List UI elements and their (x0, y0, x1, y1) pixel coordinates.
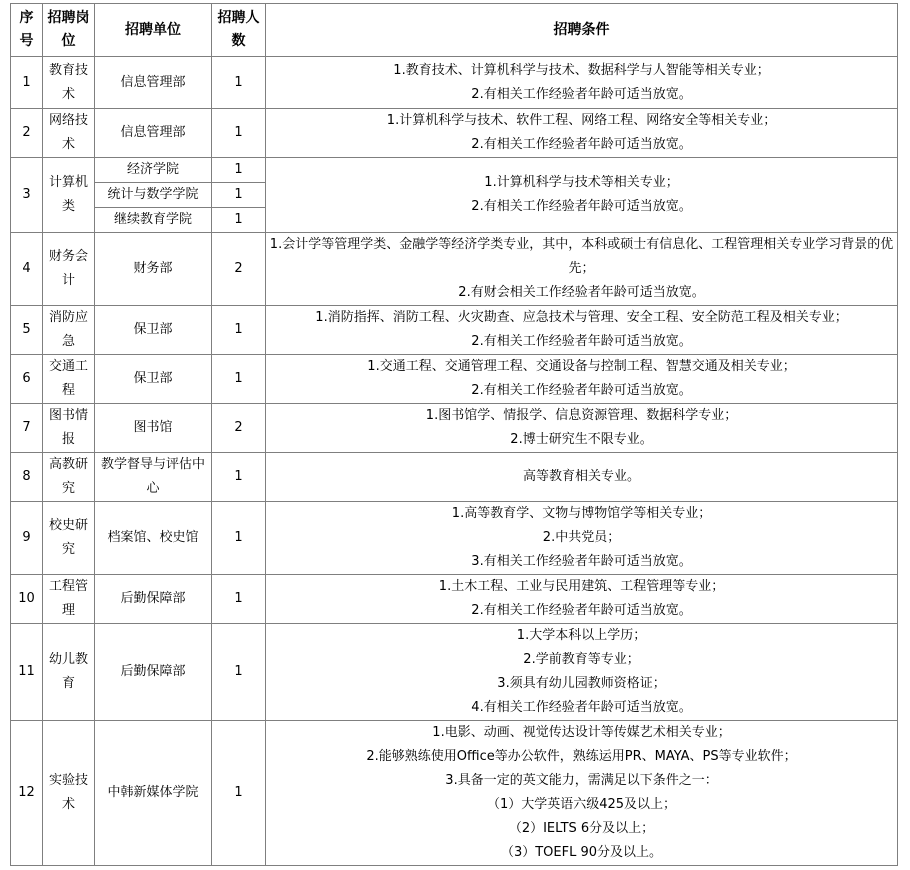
row-seq: 2 (11, 109, 43, 158)
row-unit: 经济学院 (95, 158, 212, 183)
row-position: 交通工程 (43, 355, 95, 404)
requirement-line: 2.有相关工作经验者年龄可适当放宽。 (471, 334, 692, 349)
row-count: 1 (212, 721, 266, 866)
requirement-line: 3.具备一定的英文能力，需满足以下条件之一： (445, 773, 718, 788)
table-row (11, 355, 898, 404)
row-requirements (266, 233, 898, 306)
table-row (11, 721, 898, 866)
requirement-line: 1.消防指挥、消防工程、火灾勘查、应急技术与管理、安全工程、安全防范工程及相关专业； (315, 310, 848, 325)
row-position: 幼儿教育 (43, 624, 95, 721)
requirement-line: 1.会计学等管理学类、金融学等经济学类专业，其中，本科或硕士有信息化、工程管理相关专业学习背景的优先； (269, 237, 894, 276)
row-count: 1 (212, 453, 266, 502)
recruitment-table (10, 3, 898, 866)
requirement-line: 2.有相关工作经验者年龄可适当放宽。 (471, 199, 692, 214)
header-requirements: 招聘条件 (266, 4, 898, 57)
requirement-line: 1.高等教育学、文物与博物馆学等相关专业； (451, 506, 712, 521)
row-unit: 后勤保障部 (95, 575, 212, 624)
table-row (11, 624, 898, 721)
row-count: 1 (212, 306, 266, 355)
row-count: 1 (212, 183, 266, 208)
requirement-line: 2.有相关工作经验者年龄可适当放宽。 (471, 383, 692, 398)
requirement-line: 2.中共党员； (542, 530, 621, 545)
row-count: 1 (212, 109, 266, 158)
row-count: 1 (212, 355, 266, 404)
row-requirements (266, 453, 898, 502)
requirement-line: 2.有财会相关工作经验者年龄可适当放宽。 (458, 285, 705, 300)
requirement-line: 1.大学本科以上学历； (516, 628, 647, 643)
row-position: 网络技术 (43, 109, 95, 158)
row-unit: 教学督导与评估中心 (95, 453, 212, 502)
requirement-line: （2）IELTS 6分及以上； (508, 821, 655, 836)
table-row (11, 233, 898, 306)
table-body (11, 57, 898, 866)
row-count: 1 (212, 624, 266, 721)
requirement-line: 1.交通工程、交通管理工程、交通设备与控制工程、智慧交通及相关专业； (367, 359, 796, 374)
row-position: 校史研究 (43, 502, 95, 575)
header-position: 招聘岗位 (43, 4, 95, 57)
requirement-line: 1.计算机科学与技术等相关专业； (484, 175, 679, 190)
row-unit: 信息管理部 (95, 57, 212, 109)
row-position: 图书情报 (43, 404, 95, 453)
table-row (11, 57, 898, 109)
row-position: 消防应急 (43, 306, 95, 355)
row-requirements (266, 355, 898, 404)
requirement-line: （3）TOEFL 90分及以上。 (500, 845, 663, 860)
requirement-line: 3.有相关工作经验者年龄可适当放宽。 (471, 554, 692, 569)
requirement-line: 1.图书馆学、情报学、信息资源管理、数据科学专业； (425, 408, 738, 423)
row-requirements (266, 721, 898, 866)
row-unit: 后勤保障部 (95, 624, 212, 721)
row-count: 1 (212, 158, 266, 183)
requirement-line: 2.有相关工作经验者年龄可适当放宽。 (471, 86, 692, 102)
requirement-line: 高等教育相关专业。 (522, 469, 640, 484)
row-position: 高教研究 (43, 453, 95, 502)
row-seq: 7 (11, 404, 43, 453)
requirement-line: 2.有相关工作经验者年龄可适当放宽。 (471, 603, 692, 618)
row-seq: 6 (11, 355, 43, 404)
table-row (11, 453, 898, 502)
row-seq: 10 (11, 575, 43, 624)
requirement-line: 1.土木工程、工业与民用建筑、工程管理等专业； (438, 579, 725, 594)
row-count: 1 (212, 208, 266, 233)
row-seq: 11 (11, 624, 43, 721)
header-unit: 招聘单位 (95, 4, 212, 57)
row-unit: 图书馆 (95, 404, 212, 453)
table-row (11, 575, 898, 624)
row-seq: 4 (11, 233, 43, 306)
requirement-line: 2.有相关工作经验者年龄可适当放宽。 (471, 137, 692, 152)
table-row (11, 109, 898, 158)
row-unit: 继续教育学院 (95, 208, 212, 233)
row-seq: 1 (11, 57, 43, 109)
row-unit: 档案馆、校史馆 (95, 502, 212, 575)
row-count: 1 (212, 502, 266, 575)
row-requirements (266, 306, 898, 355)
row-unit: 信息管理部 (95, 109, 212, 158)
requirement-line: 1.电影、动画、视觉传达设计等传媒艺术相关专业； (432, 725, 731, 740)
row-seq: 12 (11, 721, 43, 866)
row-requirements (266, 624, 898, 721)
row-unit: 统计与数学学院 (95, 183, 212, 208)
row-seq: 5 (11, 306, 43, 355)
header-seq: 序号 (11, 4, 43, 57)
requirement-line: 2.博士研究生不限专业。 (510, 432, 653, 447)
requirement-line: 3.须具有幼儿园教师资格证； (497, 676, 666, 691)
row-unit: 保卫部 (95, 306, 212, 355)
row-position: 财务会计 (43, 233, 95, 306)
requirement-line: 1.计算机科学与技术、软件工程、网络工程、网络安全等相关专业； (386, 113, 777, 128)
row-unit: 财务部 (95, 233, 212, 306)
requirement-line: （1）大学英语六级425及以上； (486, 797, 677, 812)
row-seq: 8 (11, 453, 43, 502)
row-count: 2 (212, 404, 266, 453)
table-row (11, 306, 898, 355)
row-unit: 中韩新媒体学院 (95, 721, 212, 866)
row-requirements (266, 57, 898, 109)
row-requirements (266, 502, 898, 575)
row-count: 2 (212, 233, 266, 306)
row-requirements (266, 575, 898, 624)
requirement-line: 2.学前教育等专业； (523, 652, 640, 667)
row-seq: 3 (11, 158, 43, 233)
header-count: 招聘人数 (212, 4, 266, 57)
row-count: 1 (212, 575, 266, 624)
row-position: 工程管理 (43, 575, 95, 624)
row-requirements (266, 158, 898, 233)
requirement-line: 4.有相关工作经验者年龄可适当放宽。 (471, 700, 692, 715)
row-requirements (266, 109, 898, 158)
table-row (11, 502, 898, 575)
row-requirements (266, 404, 898, 453)
row-position: 计算机类 (43, 158, 95, 233)
row-count: 1 (212, 57, 266, 109)
row-position: 实验技术 (43, 721, 95, 866)
requirement-line: 1.教育技术、计算机科学与技术、数据科学与人智能等相关专业； (393, 62, 770, 78)
table-row (11, 158, 898, 183)
row-unit: 保卫部 (95, 355, 212, 404)
row-seq: 9 (11, 502, 43, 575)
requirement-line: 2.能够熟练使用Office等办公软件，熟练运用PR、MAYA、PS等专业软件； (366, 749, 797, 764)
table-header-row (11, 4, 898, 57)
row-position: 教育技术 (43, 57, 95, 109)
table-row (11, 404, 898, 453)
